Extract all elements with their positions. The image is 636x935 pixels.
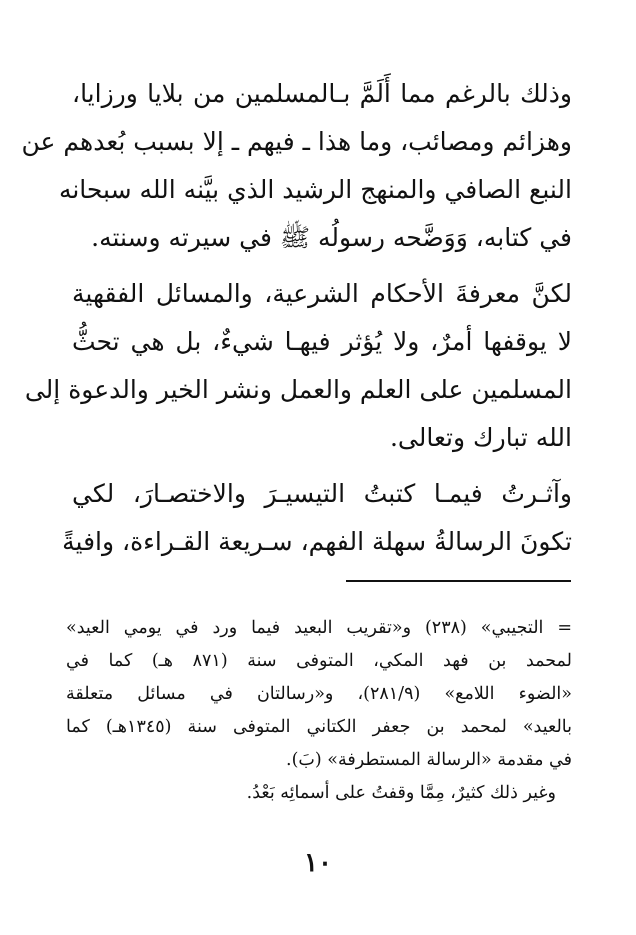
text-line: تكونَ الرسالةُ سهلة الفهم، سـريعة القـراءة، وافيةً (62, 527, 572, 556)
footnote-divider (346, 580, 571, 582)
text-line: المسلمين على العلم والعمل ونشر الخير والدعوة إلى (24, 375, 572, 404)
footnote-line: = التجيبي» (٢٣٨) و«تقريب البعيد فيما ورد في يومي العيد» (66, 618, 572, 638)
text-line: في كتابه، وَوَضَّحه رسولُه ﷺ في سيرته وسنته. (91, 223, 572, 252)
text-line: وهزائم ومصائب، وما هذا ـ فيهم ـ إلا بسبب بُعدهم عن (21, 127, 572, 156)
footnote-line: في مقدمة «الرسالة المستطرفة» (بَ). (286, 750, 572, 770)
text-line: الله تبارك وتعالى. (389, 423, 572, 452)
text-line: وذلك بالرغم مما أَلَمَّ بـالمسلمين من بلايا ورزايا، (72, 79, 572, 108)
footnote-line: لمحمد بن فهد المكي، المتوفى سنة (٨٧١ هـ) كما في (66, 651, 572, 671)
text-line: النبع الصافي والمنهج الرشيد الذي بيَّنه الله سبحانه (58, 175, 572, 204)
paragraph-1 (21, 70, 572, 262)
page-number: ١٠ (304, 848, 332, 878)
text-line: لكنَّ معرفةَ الأحكام الشرعية، والمسائل الفقهية (72, 279, 572, 308)
footnote-line: بالعيد» لمحمد بن جعفر الكتاني المتوفى سنة (١٣٤٥هـ) كما (66, 717, 573, 737)
footnote-line: «الضوء اللامع» (٢٨١/٩)، و«رسالتان في مسائل متعلقة (66, 684, 572, 704)
footnote (66, 612, 572, 810)
text-line: لا يوقفها أمرٌ، ولا يُؤثر فيهـا شيءٌ، بل هي تحثُّ (72, 327, 572, 356)
paragraph-2 (24, 270, 572, 462)
main-text (21, 70, 572, 574)
paragraph-3 (62, 470, 572, 566)
footnote-line: وغير ذلك كثيرٌ، مِمَّا وقفتُ على أسمائِه بَعْدُ. (246, 783, 556, 803)
text-line: وآثـرتُ فيمـا كتبتُ التيسيـرَ والاختصـارَ، لكي (72, 479, 572, 508)
